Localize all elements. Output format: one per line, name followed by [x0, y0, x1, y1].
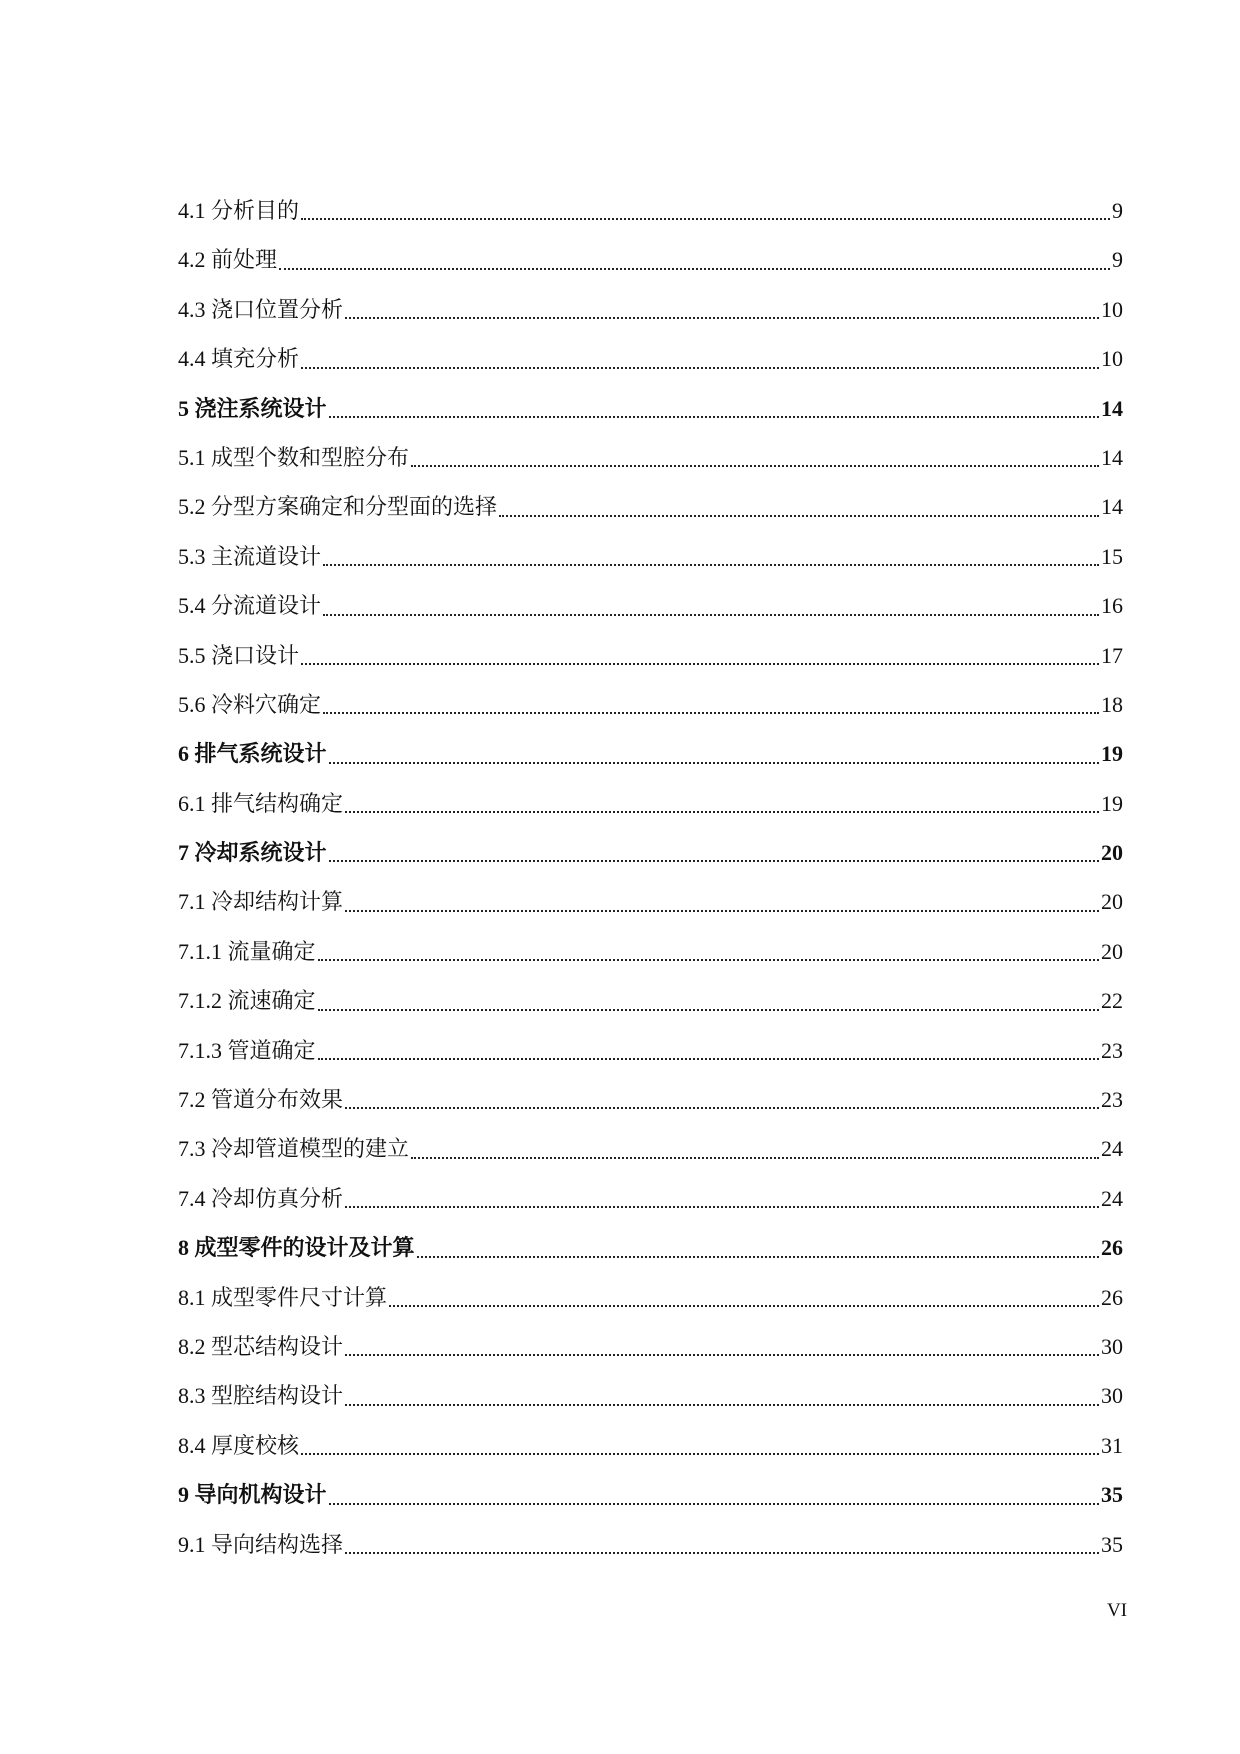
toc-section-entry[interactable]: [178, 680, 1123, 729]
dot-leader: [345, 1551, 1099, 1554]
dot-leader: [345, 316, 1099, 319]
dot-leader: [411, 1156, 1099, 1159]
dot-leader: [318, 1008, 1099, 1011]
toc-entry-label: 9 导向机构设计: [178, 1482, 327, 1508]
dot-leader: [318, 958, 1099, 961]
toc-entry-page: 26: [1101, 1284, 1123, 1310]
toc-entry-page: 20: [1101, 840, 1123, 866]
toc-entry-label: 5.2 分型方案确定和分型面的选择: [178, 494, 498, 520]
toc-section-entry[interactable]: [178, 1124, 1123, 1173]
toc-entry-label: 8.1 成型零件尺寸计算: [178, 1284, 388, 1310]
toc-entry-label: 7.1.1 流量确定: [178, 938, 316, 964]
toc-entry-page: 19: [1101, 741, 1123, 767]
toc-entry-page: 30: [1101, 1333, 1123, 1359]
toc-section-entry[interactable]: [178, 976, 1123, 1025]
dot-leader: [279, 267, 1110, 270]
dot-leader: [417, 1255, 1099, 1258]
toc-section-entry[interactable]: [178, 433, 1123, 482]
toc-entry-page: 23: [1101, 1037, 1123, 1063]
toc-entry-label: 9.1 导向结构选择: [178, 1531, 344, 1557]
toc-entry-page: 35: [1101, 1531, 1123, 1557]
toc-entry-page: 9: [1112, 247, 1123, 273]
dot-leader: [318, 1057, 1099, 1060]
dot-leader: [345, 1403, 1099, 1406]
toc-chapter-entry[interactable]: [178, 1470, 1123, 1519]
toc-section-entry[interactable]: [178, 779, 1123, 828]
dot-leader: [323, 563, 1099, 566]
toc-entry-label: 4.3 浇口位置分析: [178, 296, 344, 322]
dot-leader: [323, 613, 1099, 616]
toc-entry-label: 8.2 型芯结构设计: [178, 1333, 344, 1359]
toc-section-entry[interactable]: [178, 1174, 1123, 1223]
toc-entry-page: 31: [1101, 1432, 1123, 1458]
toc-entry-page: 20: [1101, 889, 1123, 915]
toc-entry-page: 20: [1101, 938, 1123, 964]
toc-entry-page: 10: [1101, 296, 1123, 322]
dot-leader: [345, 1106, 1099, 1109]
toc-entry-label: 5.5 浇口设计: [178, 642, 300, 668]
toc-entry-page: 19: [1101, 790, 1123, 816]
toc-section-entry[interactable]: [178, 631, 1123, 680]
toc-section-entry[interactable]: [178, 1322, 1123, 1371]
toc-entry-label: 7.1.2 流速确定: [178, 988, 316, 1014]
dot-leader: [323, 711, 1099, 714]
toc-entry-label: 8 成型零件的设计及计算: [178, 1235, 415, 1261]
dot-leader: [345, 810, 1099, 813]
toc-entry-label: 7.1.3 管道确定: [178, 1037, 316, 1063]
toc-section-entry[interactable]: [178, 1075, 1123, 1124]
dot-leader: [345, 909, 1099, 912]
table-of-contents: [178, 186, 1123, 1569]
toc-entry-page: 26: [1101, 1235, 1123, 1261]
dot-leader: [301, 366, 1099, 369]
dot-leader: [389, 1304, 1099, 1307]
toc-entry-page: 24: [1101, 1185, 1123, 1211]
toc-section-entry[interactable]: [178, 581, 1123, 630]
toc-entry-label: 7.1 冷却结构计算: [178, 889, 344, 915]
dot-leader: [301, 217, 1110, 220]
toc-entry-label: 4.1 分析目的: [178, 197, 300, 223]
toc-entry-label: 5 浇注系统设计: [178, 395, 327, 421]
toc-section-entry[interactable]: [178, 1421, 1123, 1470]
dot-leader: [301, 1452, 1099, 1455]
toc-entry-label: 8.4 厚度校核: [178, 1432, 300, 1458]
toc-entry-label: 7.3 冷却管道模型的建立: [178, 1136, 410, 1162]
dot-leader: [411, 464, 1099, 467]
toc-section-entry[interactable]: [178, 532, 1123, 581]
toc-entry-page: 22: [1101, 988, 1123, 1014]
toc-entry-page: 14: [1101, 444, 1123, 470]
dot-leader: [329, 761, 1099, 764]
toc-entry-label: 4.2 前处理: [178, 247, 278, 273]
toc-entry-label: 6.1 排气结构确定: [178, 790, 344, 816]
toc-entry-label: 7 冷却系统设计: [178, 840, 327, 866]
toc-section-entry[interactable]: [178, 285, 1123, 334]
toc-entry-label: 7.2 管道分布效果: [178, 1087, 344, 1113]
toc-chapter-entry[interactable]: [178, 1223, 1123, 1272]
toc-entry-page: 17: [1101, 642, 1123, 668]
toc-entry-label: 5.6 冷料穴确定: [178, 691, 322, 717]
toc-section-entry[interactable]: [178, 1273, 1123, 1322]
dot-leader: [345, 1353, 1099, 1356]
dot-leader: [301, 662, 1099, 665]
toc-entry-page: 10: [1101, 346, 1123, 372]
dot-leader: [329, 859, 1099, 862]
toc-entry-label: 5.3 主流道设计: [178, 543, 322, 569]
toc-entry-page: 23: [1101, 1087, 1123, 1113]
toc-entry-label: 5.4 分流道设计: [178, 593, 322, 619]
toc-entry-label: 8.3 型腔结构设计: [178, 1383, 344, 1409]
toc-entry-label: 5.1 成型个数和型腔分布: [178, 444, 410, 470]
toc-section-entry[interactable]: [178, 1026, 1123, 1075]
toc-entry-page: 16: [1101, 593, 1123, 619]
toc-entry-label: 4.4 填充分析: [178, 346, 300, 372]
dot-leader: [345, 1205, 1099, 1208]
toc-entry-label: 7.4 冷却仿真分析: [178, 1185, 344, 1211]
toc-section-entry[interactable]: [178, 877, 1123, 926]
toc-entry-page: 15: [1101, 543, 1123, 569]
toc-chapter-entry[interactable]: [178, 828, 1123, 877]
toc-entry-page: 30: [1101, 1383, 1123, 1409]
toc-section-entry[interactable]: [178, 482, 1123, 531]
toc-entry-page: 14: [1101, 494, 1123, 520]
toc-entry-label: 6 排气系统设计: [178, 741, 327, 767]
dot-leader: [329, 1502, 1099, 1505]
toc-entry-page: 9: [1112, 197, 1123, 223]
toc-chapter-entry[interactable]: [178, 384, 1123, 433]
toc-chapter-entry[interactable]: [178, 729, 1123, 778]
dot-leader: [329, 415, 1099, 418]
toc-entry-page: 35: [1101, 1482, 1123, 1508]
toc-section-entry[interactable]: [178, 334, 1123, 383]
toc-section-entry[interactable]: [178, 235, 1123, 284]
dot-leader: [499, 514, 1099, 517]
toc-entry-page: 18: [1101, 691, 1123, 717]
toc-section-entry[interactable]: [178, 186, 1123, 235]
toc-entry-page: 24: [1101, 1136, 1123, 1162]
toc-section-entry[interactable]: [178, 927, 1123, 976]
page-number: VI: [1107, 1600, 1128, 1621]
toc-section-entry[interactable]: [178, 1520, 1123, 1569]
toc-section-entry[interactable]: [178, 1371, 1123, 1420]
toc-entry-page: 14: [1101, 395, 1123, 421]
